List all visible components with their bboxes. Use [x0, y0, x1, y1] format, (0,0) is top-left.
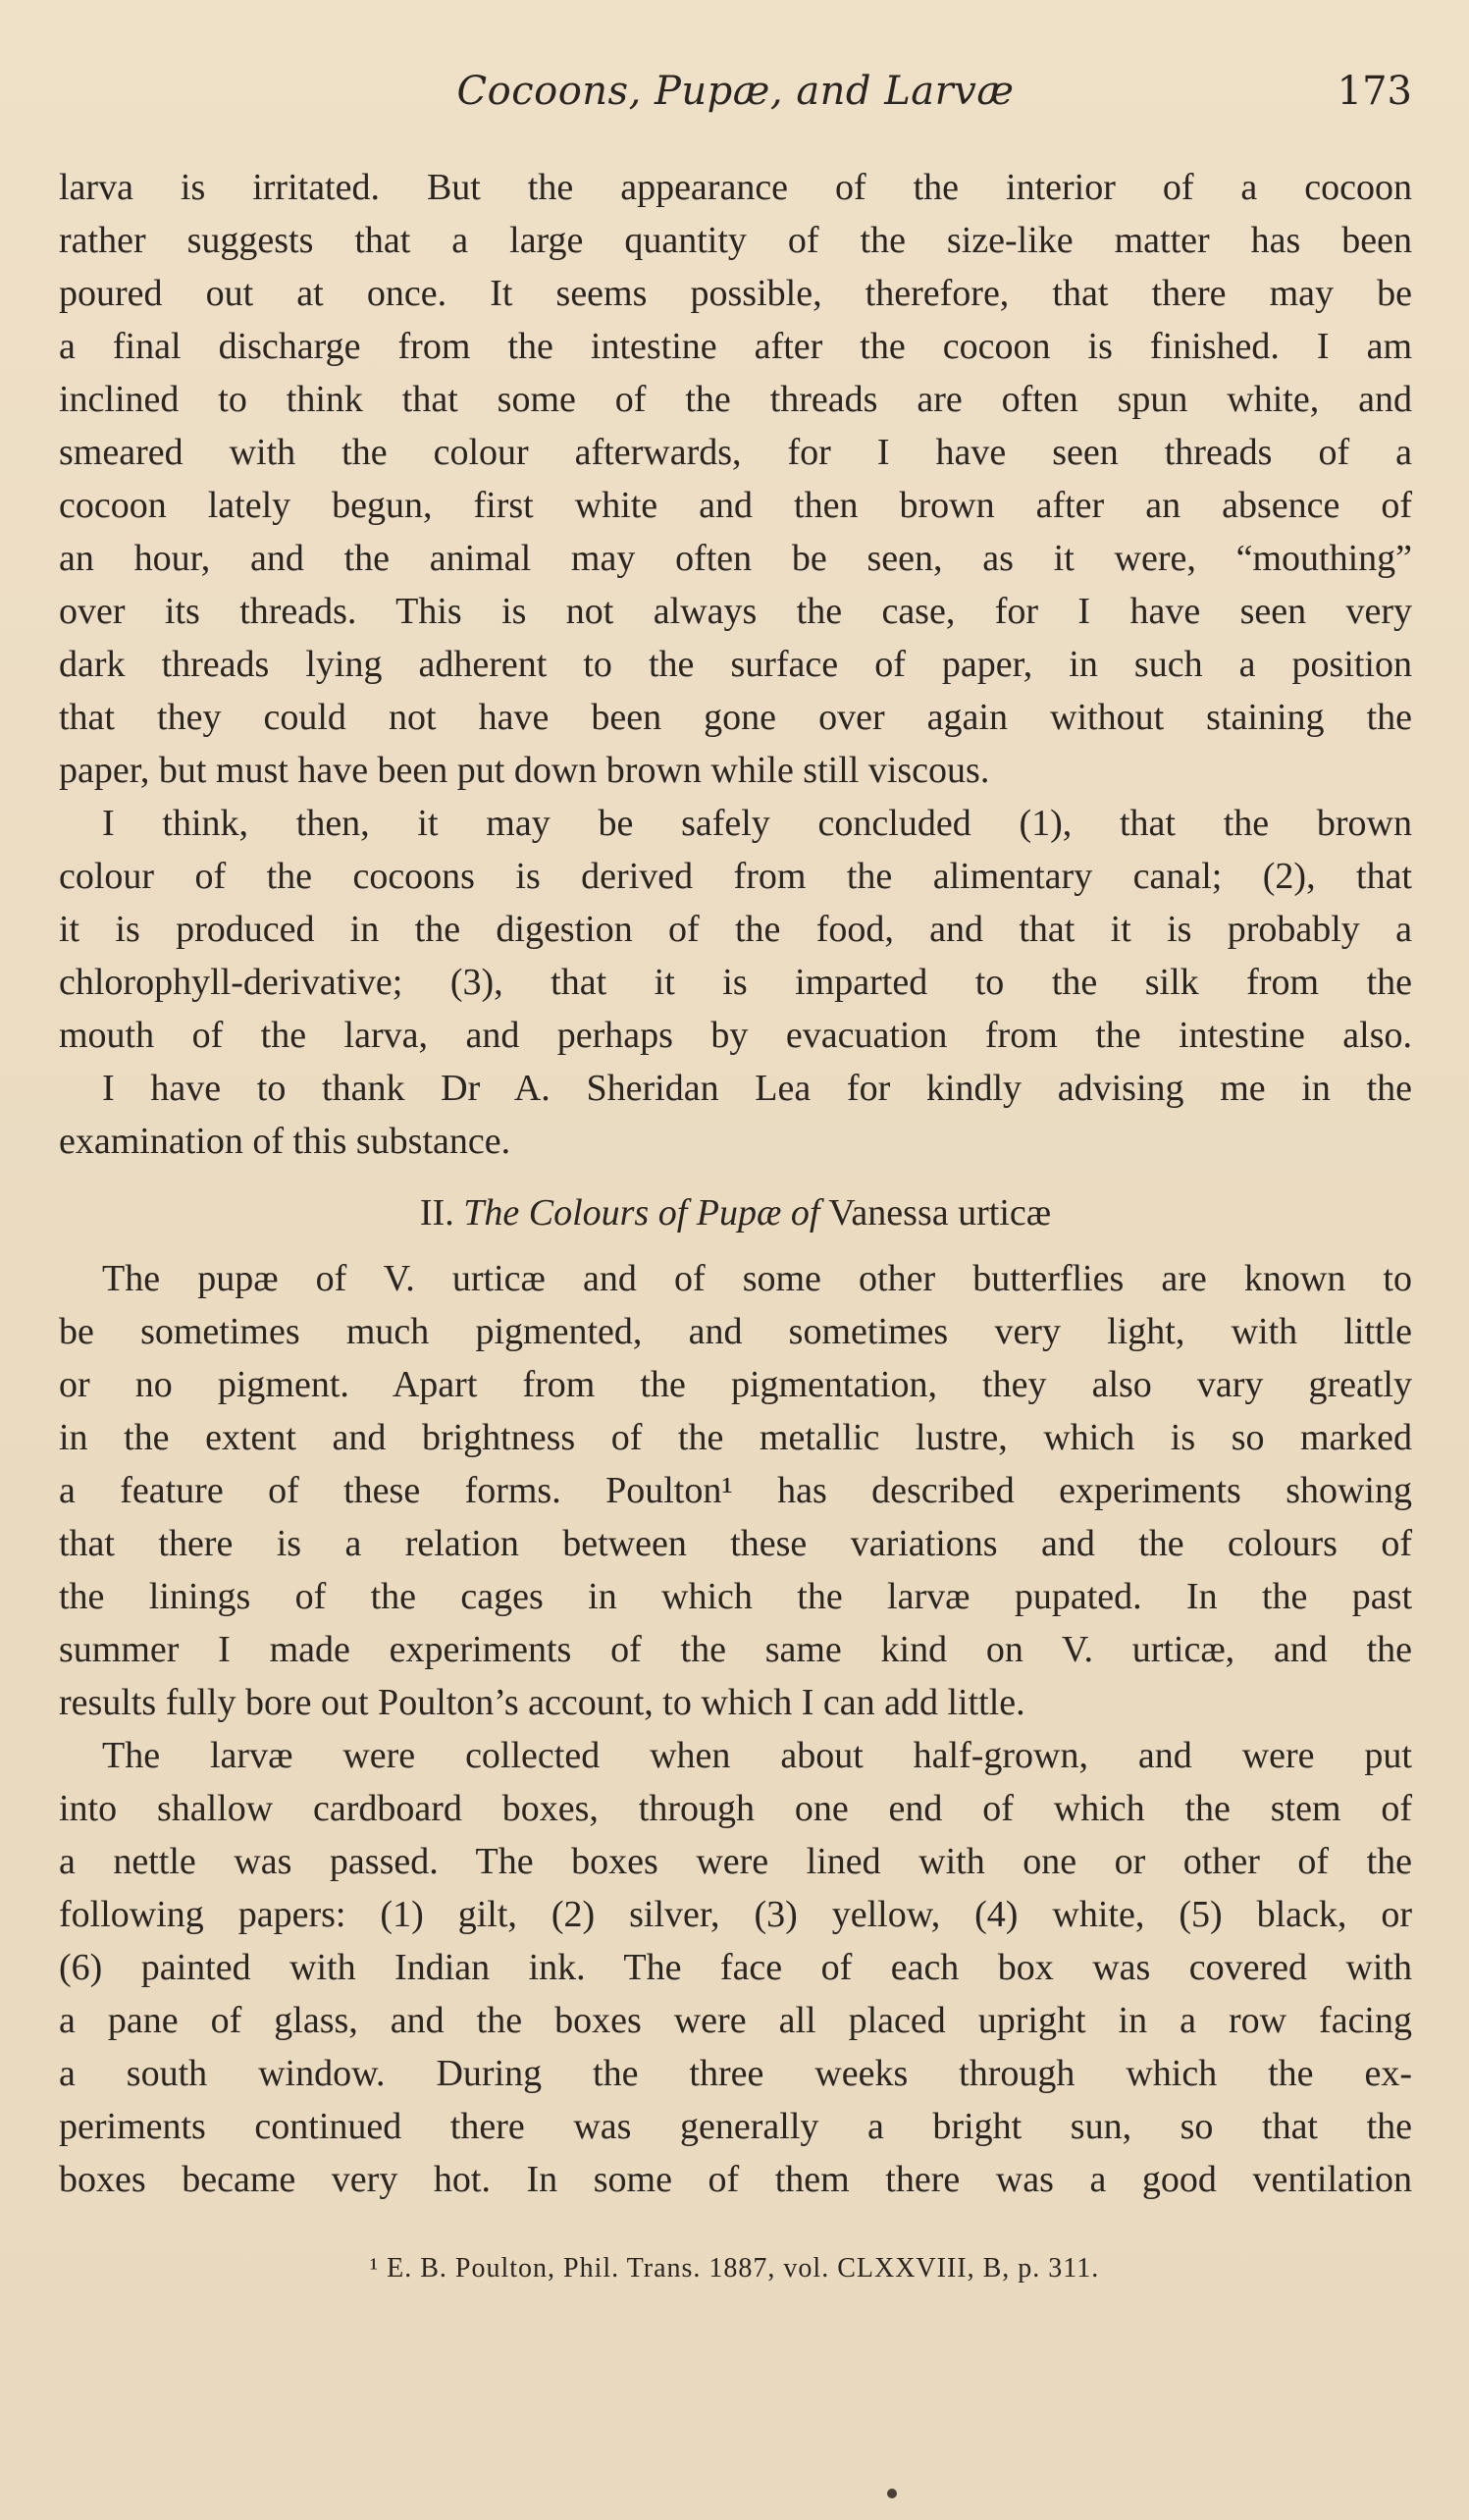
text-line: I think, then, it may be safely concluded (1), that the brown: [102, 803, 1412, 844]
text-line: the linings of the cages in which the larvæ pupated. In the past: [59, 1576, 1412, 1617]
body-text: [59, 161, 1412, 2206]
text-line: periments continued there was generally a bright sun, so that the: [59, 2106, 1412, 2147]
text-line: following papers: (1) gilt, (2) silver, (3) yellow, (4) white, (5) black, or: [59, 1894, 1412, 1935]
text-line: examination of this substance.: [59, 1121, 511, 1162]
text-line: a nettle was passed. The boxes were lined with one or other of the: [59, 1841, 1412, 1882]
text-line: a south window. During the three weeks through which the ex-: [59, 2053, 1412, 2094]
text-line: boxes became very hot. In some of them there was a good ventilation: [59, 2159, 1412, 2200]
ink-speck: [887, 2489, 897, 2498]
text-line: chlorophyll-derivative; (3), that it is imparted to the silk from the: [59, 962, 1412, 1003]
text-line: an hour, and the animal may often be seen, as it were, “mouthing”: [59, 538, 1412, 579]
text-line: over its threads. This is not always the case, for I have seen very: [59, 591, 1412, 632]
text-line: The larvæ were collected when about half-grown, and were put: [102, 1735, 1412, 1776]
text-line: summer I made experiments of the same kind on V. urticæ, and the: [59, 1629, 1412, 1670]
text-line: that there is a relation between these variations and the colours of: [59, 1523, 1412, 1564]
text-line: be sometimes much pigmented, and sometimes very light, with little: [59, 1311, 1412, 1352]
text-line: inclined to think that some of the threads are often spun white, and: [59, 379, 1412, 420]
text-line: it is produced in the digestion of the food, and that it is probably a: [59, 909, 1412, 950]
page-header: [59, 69, 1412, 128]
paragraph-4: [59, 1252, 1412, 1729]
footnote: ¹ E. B. Poulton, Phil. Trans. 1887, vol. CLXXVIII, B, p. 311.: [369, 2253, 1100, 2284]
page-number: 173: [1337, 69, 1412, 114]
text-line: The pupæ of V. urticæ and of some other butterflies are known to: [102, 1258, 1412, 1299]
text-line: dark threads lying adherent to the surface of paper, in such a position: [59, 644, 1412, 685]
text-line: results fully bore out Poulton’s account, to which I can add little.: [59, 1682, 1025, 1723]
text-line: a pane of glass, and the boxes were all placed upright in a row facing: [59, 2000, 1412, 2041]
text-line: paper, but must have been put down brown while still viscous.: [59, 750, 990, 791]
section-heading: [59, 1174, 1412, 1252]
paragraph-5: [59, 1729, 1412, 2206]
paragraph-3: [59, 1062, 1412, 1168]
text-line: a final discharge from the intestine after the cocoon is finished. I am: [59, 326, 1412, 367]
text-line: I have to thank Dr A. Sheridan Lea for kindly advising me in the: [102, 1068, 1412, 1109]
section-title: The Colours of Pupæ of: [463, 1192, 820, 1234]
text-line: smeared with the colour afterwards, for I have seen threads of a: [59, 432, 1412, 473]
text-line: poured out at once. It seems possible, therefore, that there may be: [59, 273, 1412, 314]
text-line: into shallow cardboard boxes, through one end of which the stem of: [59, 1788, 1412, 1829]
paragraph-2: [59, 797, 1412, 1062]
text-line: (6) painted with Indian ink. The face of each box was covered with: [59, 1947, 1412, 1988]
text-line: a feature of these forms. Poulton¹ has described experiments showing: [59, 1470, 1412, 1511]
text-line: or no pigment. Apart from the pigmentation, they also vary greatly: [59, 1364, 1412, 1405]
text-line: larva is irritated. But the appearance of the interior of a cocoon: [59, 167, 1412, 208]
text-line: cocoon lately begun, first white and then brown after an absence of: [59, 485, 1412, 526]
text-line: rather suggests that a large quantity of the size-like matter has been: [59, 220, 1412, 261]
section-number: II.: [419, 1192, 454, 1234]
running-head: Cocoons, Pupæ, and Larvæ: [456, 69, 1015, 114]
text-line: colour of the cocoons is derived from the alimentary canal; (2), that: [59, 856, 1412, 897]
section-species: Vanessa urticæ: [828, 1192, 1052, 1234]
paragraph-1: [59, 161, 1412, 797]
text-line: mouth of the larva, and perhaps by evacuation from the intestine also.: [59, 1015, 1412, 1056]
text-line: in the extent and brightness of the metallic lustre, which is so marked: [59, 1417, 1412, 1458]
text-line: that they could not have been gone over again without staining the: [59, 697, 1412, 738]
